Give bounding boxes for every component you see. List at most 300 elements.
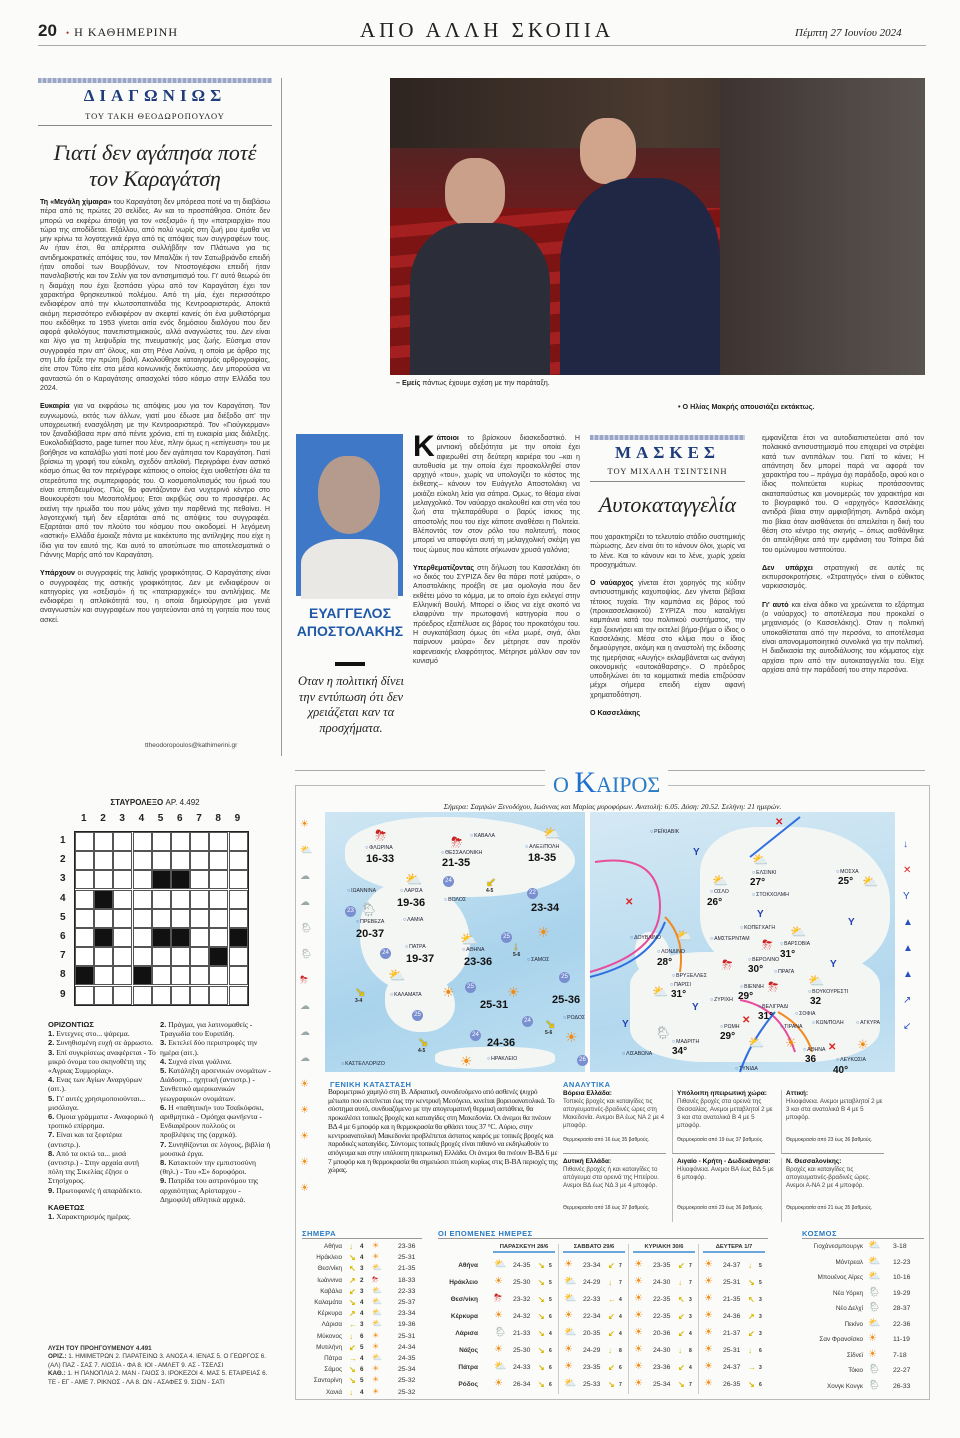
drop-cap: Κ (413, 430, 435, 463)
across-clue (48, 1186, 156, 1195)
forecast-temperature: 20-35 (583, 1330, 601, 1337)
wind-force: 6 (549, 1348, 552, 1354)
weather-title-rest: ΑΙΡΟΣ (596, 772, 661, 797)
forecast-temperature: 24-36 (723, 1313, 741, 1320)
analytika-title (563, 1078, 611, 1089)
sun-icon: ☀ (564, 1344, 573, 1355)
paragraph-text: που χαρακτηρίζει το τελευταίο στάδιο συστημικής πώρωσης. Δεν είναι ότι το κάνουν όλοι, χωρίς να το λένε. Και το κάνουν και το λένε, χωρίς χρεία προσχημάτων. (590, 533, 745, 569)
legend-symbol-icon: ✕ (903, 865, 912, 876)
partly-cloudy-icon: ⛅ (564, 1378, 577, 1389)
next-days-city: Θεσ/νίκη (450, 1296, 478, 1303)
city-label: ○ ΚΟΠΕΓΧΑΓΗ (740, 926, 775, 931)
city-label: ○ ΚΑΛΑΜΑΤΑ (390, 993, 422, 998)
today-title-text: ΣΗΜΕΡΑ (302, 1229, 337, 1238)
clue-number: 5. (160, 1066, 167, 1076)
paragraph-lead: Υπερθεματίζοντας (413, 563, 475, 572)
rain-icon: 🌦 (868, 1302, 881, 1313)
forecast-temperature: 24-30 (653, 1279, 671, 1286)
forecast-temperature: 25-31 (723, 1279, 741, 1286)
apostolakis-name (292, 604, 408, 640)
crossword-border (74, 831, 249, 1006)
partly-cloudy-icon: ⛅ (372, 1319, 382, 1329)
wind-arrow-icon: ↙ (678, 1261, 685, 1270)
region-name: Αιγαίο - Κρήτη - Δωδεκάνησα: (677, 1158, 771, 1165)
world-temperature: 7-18 (893, 1351, 907, 1359)
region-forecast (781, 1158, 884, 1222)
clue-text: Πατρίδα του αστρονόμου της αρχαιότητας Αρίσταρχου - Δημοφιλή αθλητικά αρχικά. (160, 1176, 259, 1204)
city-label: ○ ΑΘΗΝΑ (462, 948, 484, 953)
wind-force: 6 (759, 1382, 762, 1388)
paragraph-lead: Ο ναύαρχος (590, 579, 634, 588)
down-clue (160, 1140, 272, 1158)
partly-cloudy-icon: ⛅ (372, 1353, 382, 1362)
city-label: ○ ΛΑΜΙΑ (403, 918, 423, 923)
world-city: Γιοχάνεσμπουργκ (813, 1243, 863, 1250)
wind-force: 4 (619, 1314, 622, 1320)
sun-icon: ☀ (494, 1276, 503, 1287)
region-temperature: Θερμοκρασία από 16 έως 35 βαθμούς. (563, 1137, 650, 1143)
wind-arrow-icon: ↓ (513, 939, 519, 953)
partly-cloudy-icon: ⛅ (564, 1293, 577, 1304)
today-temperature: 18-33 (398, 1276, 416, 1284)
partly-cloudy-icon: ⛅ (494, 1361, 507, 1372)
row-number: 7 (60, 950, 66, 962)
sun-icon: ☀ (372, 1241, 380, 1250)
today-city: Ιωάννινα (317, 1276, 342, 1284)
wind-force: 6 (549, 1314, 552, 1320)
paragraph (413, 430, 580, 555)
column-rule (281, 78, 282, 756)
partly-cloudy-icon: ⛅ (862, 874, 879, 889)
wind-arrow-icon: ↙ (678, 1363, 685, 1372)
today-temperature: 25-31 (398, 1254, 416, 1262)
storm-icon: ⛈ (494, 1293, 502, 1304)
previous-solution (48, 1345, 273, 1387)
storm-icon: ⛈ (300, 975, 308, 986)
sun-icon: ☀ (300, 1157, 309, 1168)
solution-across-label: ΟΡΙΖ.: (48, 1353, 67, 1361)
temperature-label: 31° (758, 1011, 774, 1022)
today-temperature: 24-34 (398, 1343, 416, 1351)
region-forecast (563, 1158, 666, 1222)
city-label: ○ ΒΙΕΝΝΗ (740, 985, 764, 990)
wind-force: 4 (360, 1243, 364, 1250)
city-label: ○ ΛΕΥΚΩΣΙΑ (836, 1058, 866, 1063)
sea-temperature: 23 (345, 906, 356, 917)
world-city: Σαν Φρανσίσκο (819, 1336, 863, 1343)
wind-arrow-icon: ↓ (349, 1387, 353, 1397)
row-number: 5 (60, 911, 66, 923)
forecast-temperature: 20-36 (653, 1330, 671, 1337)
next-days-city: Νάξος (459, 1347, 478, 1354)
forecast-temperature: 24-37 (723, 1364, 741, 1371)
clue-number: 4. (160, 1056, 167, 1066)
region-text: Βροχές και καταιγίδες τις απογευματινές-βραδινές ώρες. Ανεμοι Α-ΝΑ 2 με 4 μποφόρ. (786, 1166, 871, 1189)
column-number: 8 (215, 813, 221, 824)
today-temperature: 21-35 (398, 1265, 416, 1273)
newspaper-name: • Η ΚΑΘΗΜΕΡΙΝΗ (66, 25, 178, 39)
city-label: ○ ΖΥΡΙΧΗ (710, 998, 733, 1003)
city-label: ○ ΦΛΩΡΙΝΑ (365, 846, 393, 851)
next-days-city: Κέρκυρα (450, 1313, 478, 1320)
across-clue (48, 1029, 156, 1038)
column-number: 3 (119, 813, 125, 824)
wind-force: 8 (689, 1348, 692, 1354)
wind-force: 7 (689, 1263, 692, 1269)
next-days-city: Πάτρα (458, 1364, 478, 1371)
solution-across-text: 1. ΗΜΙΜΕΤΡΩΝ 2. ΠΑΡΑΤΕΙΝΩ 3. ΑΝΟΣΑ 4. ΙΕΝΑΣ 5. Ο ΓΕΩΡΓΟΣ 6. (ΑΛ) ΠΑΖ - ΣΑΣ 7. ΛΙΟΣΙΑ - ΦΑ 8. ΙΟΙ - ΑΜΛΕΤ 9. ΑΣ - ΤΣΕΛΣΙ (48, 1353, 266, 1369)
wind-force: 6 (360, 1332, 364, 1340)
name-line1: ΕΥΑΓΓΕΛΟΣ (309, 605, 391, 621)
region-text: Πιθανές βροχές ή και καταιγίδες το απόγευμα στα ορεινά της Ηπείρου. Ανεμοι ΒΔ έως ΝΔ 3 με 4 μποφόρ. (563, 1166, 659, 1189)
paragraph-lead: Ευκαιρία (40, 402, 70, 411)
wind-force: 7 (619, 1263, 622, 1269)
day-divider (558, 1244, 559, 1394)
down-clue (160, 1020, 272, 1038)
city-label: ○ ΟΣΛΟ (710, 890, 729, 895)
legend-symbol-icon: ▲ (903, 917, 913, 928)
sun-icon: ☀ (300, 1105, 309, 1116)
sun-icon: ☀ (494, 1310, 503, 1321)
city-label: ○ ΒΕΛΙΓΡΑΔΙ (758, 1005, 788, 1010)
photo-caption-left (396, 378, 550, 387)
newspaper-name-text: Η ΚΑΘΗΜΕΡΙΝΗ (74, 25, 178, 39)
wind-force: 4 (360, 1254, 364, 1262)
row-number: 9 (60, 988, 66, 1000)
wind-arrow-icon: ↓ (608, 1278, 612, 1287)
parliament-photo (390, 78, 925, 375)
wind-arrow-icon: ↘ (538, 1363, 545, 1372)
city-label: ○ ΛΑΡΙΣΑ (400, 889, 423, 894)
down-clue (160, 1066, 272, 1103)
photo-caption-right: • Ο Ηλίας Μακρής απουσιάζει εκτάκτως. (678, 402, 815, 411)
region-temperature: Θερμοκρασία από 19 έως 37 βαθμούς. (677, 1137, 764, 1143)
city-label: ○ ΡΩΜΗ (720, 1025, 740, 1030)
sun-icon: ☀ (564, 1259, 573, 1270)
paragraph (40, 402, 270, 560)
wind-arrow-icon: ↘ (545, 1017, 556, 1031)
temperature-label: 40° (833, 1065, 849, 1076)
forecast-temperature: 25-31 (723, 1347, 741, 1354)
wind-force: 3 (759, 1331, 762, 1337)
forecast-temperature: 21-33 (513, 1330, 531, 1337)
clue-text: Η «παθητική» του Τσαϊκόφσκι, αριθμητικά - Ομόηχα φωνήεντα - Ενδιαφέρουν πολλούς οι προβλέψεις της (αρχικά). (160, 1102, 264, 1140)
high-pressure-icon: Y (830, 959, 837, 970)
wind-arrow-icon: ↖ (678, 1295, 685, 1304)
down-clue (160, 1176, 272, 1204)
temperature-label: 36 (805, 1054, 817, 1065)
wind-arrow-icon: ↙ (748, 1329, 755, 1338)
down-clue (160, 1158, 272, 1176)
today-temperature: 25-32 (398, 1377, 416, 1385)
sun-icon: ☀ (634, 1293, 643, 1304)
across-clue (48, 1094, 156, 1112)
author-email[interactable]: ttheodoropoulos@kathimerini.gr (145, 742, 238, 749)
clue-number: 5. (48, 1093, 55, 1103)
article-body (40, 198, 270, 634)
wind-force: 4 (619, 1331, 622, 1337)
clue-text: Ομοια γράμματα - Αναφορικό ή τροπικό επίρρημα. (48, 1112, 154, 1131)
today-city: Σάμος (324, 1366, 342, 1374)
temperature-label: 34° (672, 1046, 688, 1057)
forecast-temperature: 22-33 (583, 1296, 601, 1303)
sun-icon: ☀ (868, 1333, 877, 1344)
paragraph-text: γίνεται έτσι χορηγός της κύδην αντισυστημικής καχυποψίας. Δεν γίνεται βέβαια τέτοιος τυχαία. Την καμπάνια εις βάρος τού (προκασσελακικού) ΣΥΡΙΖΑ που καταλήγει καμπάνια κατά του πολιτικού συστήματος, την έχει ξεκινήσει και την εκτελεί βήμα-βήμα ο ίδιος ο Κασσελάκης. Μέσα στο κλίμα που ο ίδιος δημιούργησε, ακόμη και η αναστολή της έκδοσης της ημερήσιας «Αυγής» εκλαμβάνεται ως ανάγκη οικονομικής «αυτοκάθαρσης». Ο πρόεδρος υποδηλώνει ότι τα κομματικά media επιζούσαν μέχρι σήμερα επειδή είχαν αφανή χρηματοδότηση. (590, 579, 745, 699)
wind-force: 3 (759, 1365, 762, 1371)
wind-arrow-icon: ↘ (538, 1329, 545, 1338)
clue-number: 6. (48, 1112, 55, 1122)
divider (38, 125, 272, 126)
forecast-temperature: 22-35 (653, 1296, 671, 1303)
partly-cloudy-icon: ⛅ (494, 1259, 507, 1270)
region-text: Ηλιοφάνεια. Ανεμοι μεταβλητοί 2 με 3 και στα ανατολικά Β 4 με 5 μποφόρ. (786, 1098, 883, 1121)
clue-number: 7. (160, 1139, 167, 1149)
clue-text: Από τα οκτώ τα... μισά (αντιστρ.) - Στην αρχαία αυτή πόλη της Σικελίας έζησε ο Στησίχορος. (48, 1148, 139, 1186)
forecast-temperature: 26-34 (513, 1381, 531, 1388)
wind-arrow-icon: ↘ (349, 1253, 356, 1263)
sun-icon: ☀ (564, 1310, 573, 1321)
paragraph (40, 198, 270, 393)
sun-icon: ☀ (704, 1259, 713, 1270)
forecast-temperature: 24-32 (513, 1313, 531, 1320)
weather-title-k: Κ (574, 766, 597, 799)
clue-number: 8. (48, 1148, 55, 1158)
sea-temperature: 25 (559, 972, 570, 983)
wind-force: 3 (360, 1321, 364, 1329)
city-label: ○ ΒΟΛΟΣ (444, 898, 466, 903)
city-label: ○ ΙΩΑΝΝΙΝΑ (347, 889, 376, 894)
crossword-number: ΑΡ. 4.492 (165, 798, 200, 807)
high-pressure-icon: Y (848, 917, 855, 928)
today-city: Ηράκλειο (316, 1254, 342, 1262)
wind-force: 5 (360, 1377, 364, 1385)
column-bar (38, 78, 272, 83)
sun-icon: ☀ (634, 1259, 643, 1270)
clue-text: Εκτελεί δύο περιστροφές την ημέρα (αιτ.). (160, 1038, 258, 1057)
wind-arrow-icon: ↙ (608, 1312, 615, 1321)
sea-temperature: 24 (443, 876, 454, 887)
weather-title-o: Ο (553, 772, 569, 797)
column-author: ΤΟΥ ΤΑΚΗ ΘΕΟΔΩΡΟΠΟΥΛΟΥ (85, 111, 225, 121)
row-number: 3 (60, 873, 66, 885)
today-city: Χανιά (325, 1388, 342, 1396)
clue-text: Συνηθισμένη ευχή σε άρρωστο. (56, 1038, 153, 1048)
sun-icon: ☀ (372, 1330, 380, 1340)
wind-force: 4-5 (486, 888, 494, 894)
city-label: ○ ΠΑΤΡΑ (405, 945, 426, 950)
clue-text: Πρωτοφανές ή απαράδεκτο. (56, 1185, 143, 1195)
wind-force: 6 (360, 1366, 364, 1374)
clue-text: Είναι και τα ξεφτέρια (αντιστρ.). (48, 1130, 122, 1149)
today-city: Λάρισα (321, 1321, 342, 1329)
sea-temperature: 24 (470, 1030, 481, 1041)
wind-force: 5 (759, 1263, 762, 1269)
wind-force: 6 (549, 1382, 552, 1388)
region-name: Αττική: (786, 1090, 809, 1097)
apostolakis-portrait (296, 434, 403, 596)
sun-icon: ☀ (704, 1344, 713, 1355)
paragraph-lead: άποιοι (436, 434, 459, 442)
wind-arrow-icon: ↙ (349, 1342, 356, 1352)
world-temperature: 22-27 (893, 1367, 911, 1374)
wind-force: 7 (619, 1280, 622, 1286)
today-city: Μύκονος (317, 1332, 342, 1340)
world-city: Νέο Δελχί (835, 1305, 863, 1312)
rain-icon: 🌦 (300, 949, 313, 960)
world-city: Μπουένος Αϊρες (817, 1274, 863, 1281)
clue-text: Κατάληξη αρσενικών ονομάτων - Διάδοση... ηχητική (αντιστρ.) - Συνθετικό αμερικανικών γεωγραφικών ονομάτων. (160, 1066, 271, 1103)
forecast-temperature: 26-35 (723, 1381, 741, 1388)
legend-symbol-icon: Y (903, 891, 910, 902)
storm-icon: ⛈ (451, 834, 463, 850)
clue-number: 6. (160, 1102, 167, 1112)
forecast-temperature: 25-30 (513, 1347, 531, 1354)
partly-cloudy-icon: ⛅ (748, 1035, 765, 1050)
sun-icon: ☀ (494, 1378, 503, 1389)
today-city: Καβάλα (320, 1287, 342, 1295)
storm-icon: ⛈ (722, 957, 733, 972)
wind-arrow-icon: ← (608, 1295, 616, 1304)
partly-cloudy-icon: ⛅ (543, 825, 561, 841)
wind-force: 3 (360, 1265, 364, 1273)
temperature-label: 30° (748, 964, 764, 975)
down-title: ΚΑΘΕΤΩΣ (48, 1202, 85, 1212)
sun-icon: ☀ (704, 1276, 713, 1287)
wind-arrow-icon: ↘ (748, 1278, 755, 1287)
clue-text: Γι' αυτές χρησιμοποιούνται... μισόλογα. (48, 1093, 146, 1112)
wind-force: 6 (759, 1348, 762, 1354)
region-text: Ηλιοφάνεια. Ανεμοι ΒΑ έως ΒΔ 5 με 6 μποφόρ. (677, 1166, 774, 1181)
temperature-label: 19-36 (397, 897, 426, 909)
wind-force: 5 (759, 1280, 762, 1286)
today-temperature: 25-34 (398, 1366, 416, 1374)
world-title (802, 1227, 924, 1239)
day-header: ΔΕΥΤΕΡΑ 1/7 (703, 1244, 765, 1253)
wind-arrow-icon: → (748, 1363, 756, 1372)
wind-force: 5-6 (513, 952, 521, 958)
across-clue (48, 1112, 156, 1130)
paragraph (590, 709, 745, 718)
row-number: 6 (60, 931, 66, 942)
city-label: ○ ΑΘΗΝΑ (803, 1048, 825, 1053)
wind-force: 5 (549, 1280, 552, 1286)
forecast-temperature: 22-34 (583, 1313, 601, 1320)
solution-down-label: ΚΑΘ.: (48, 1370, 66, 1378)
clue-number: 2. (48, 1038, 55, 1048)
today-city: Καλαμάτα (314, 1299, 342, 1306)
sun-icon: ☀ (372, 1252, 380, 1262)
sun-icon: ☀ (704, 1361, 713, 1372)
sun-icon: ☀ (300, 819, 309, 830)
cloud-icon: ☁ (300, 897, 310, 908)
sun-icon: ☀ (507, 984, 520, 1000)
world-city: Μόντρεαλ (835, 1258, 863, 1266)
clue-number: 7. (48, 1130, 55, 1140)
sea-temperature: 24 (522, 1016, 533, 1027)
rain-icon: 🌦 (494, 1327, 507, 1338)
sun-icon: ☀ (868, 1348, 877, 1360)
cloud-icon: ☁ (300, 871, 310, 882)
wind-arrow-icon: ↓ (349, 1242, 353, 1251)
world-temperature: 10-16 (893, 1274, 911, 1281)
wind-arrow-icon: ↙ (486, 875, 497, 889)
region-name: Δυτική Ελλάδα: (563, 1158, 612, 1165)
partly-cloudy-icon: ⛅ (652, 984, 669, 999)
sun-icon: ☀ (442, 984, 455, 1000)
world-temperature: 26-33 (893, 1382, 911, 1390)
paragraph-lead: Τη «Μεγάλη χίμαιρα» (40, 198, 112, 206)
wind-arrow-icon: ↓ (678, 1278, 682, 1287)
down-clue (160, 1038, 272, 1056)
temperature-label: 31° (780, 949, 796, 960)
partly-cloudy-icon: ⛅ (405, 871, 423, 887)
storm-icon: ⛈ (762, 937, 773, 952)
wind-force: 6 (619, 1365, 622, 1371)
wind-force: 4-5 (418, 1048, 426, 1054)
wind-force: 4 (689, 1365, 692, 1371)
today-temperature: 22-33 (398, 1287, 416, 1295)
wind-force: 4 (619, 1297, 622, 1303)
wind-arrow-icon: ↘ (418, 1035, 429, 1049)
wind-arrow-icon: ↙ (349, 1286, 356, 1296)
clue-text: Χαρακτηρισμός ημέρας. (56, 1212, 131, 1222)
wind-force: 3 (689, 1314, 692, 1320)
forecast-temperature: 23-35 (583, 1364, 601, 1371)
wind-arrow-icon: ↘ (355, 985, 366, 999)
sun-icon: ☀ (372, 1375, 380, 1385)
forecast-temperature: 24-29 (583, 1279, 601, 1286)
region-temperature: Θερμοκρασία από 23 έως 36 βαθμούς. (786, 1137, 873, 1143)
across-clue (48, 1149, 156, 1186)
today-temperature: 23-34 (398, 1310, 416, 1318)
sea-temperature: 26 (577, 1055, 588, 1066)
sun-icon: ☀ (704, 1378, 713, 1389)
clue-number: 9. (160, 1176, 167, 1186)
down-clue (48, 1212, 156, 1221)
article-body (413, 430, 580, 675)
low-pressure-icon: ✕ (775, 817, 784, 828)
forecast-temperature: 25-33 (583, 1381, 601, 1388)
region-name: Υπόλοιπη ηπειρωτική χώρα: (677, 1090, 767, 1097)
clue-text: Πράγμα, για λατινομαθείς - Τραγωδία του Ευριπίδη. (160, 1020, 253, 1039)
wind-force: 7 (689, 1382, 692, 1388)
region-forecast (672, 1158, 775, 1222)
rain-icon: 🌦 (360, 901, 378, 917)
world-temperature: 28-37 (893, 1305, 911, 1312)
partly-cloudy-icon: ⛅ (868, 1271, 881, 1282)
column-number: 2 (100, 813, 106, 824)
wind-arrow-icon: ↘ (608, 1380, 615, 1389)
wind-arrow-icon: ↘ (538, 1346, 545, 1355)
sea-temperature: 22 (527, 888, 538, 899)
cloud-icon: ☁ (300, 1001, 310, 1012)
world-title-text: ΚΟΣΜΟΣ (802, 1229, 837, 1238)
wind-arrow-icon: ← (349, 1320, 357, 1330)
wind-arrow-icon: ↙ (608, 1261, 615, 1270)
next-days-city: Λάρισα (455, 1330, 478, 1337)
article-title: Αυτοκαταγγελία (598, 492, 737, 517)
partly-cloudy-icon: ⛅ (372, 1308, 382, 1318)
wind-arrow-icon: ↓ (349, 1331, 353, 1341)
partly-cloudy-icon: ⛅ (868, 1317, 881, 1329)
forecast-temperature: 21-35 (723, 1296, 741, 1303)
wind-force: 4 (549, 1331, 552, 1337)
portrait-shirt (301, 539, 398, 599)
city-label: ○ ΒΟΥΚΟΥΡΕΣΤΙ (808, 990, 848, 995)
day-header: ΣΑΒΒΑΤΟ 29/6 (563, 1244, 625, 1253)
wind-arrow-icon: ↓ (748, 1346, 752, 1355)
wind-arrow-icon: ↓ (608, 1346, 612, 1355)
